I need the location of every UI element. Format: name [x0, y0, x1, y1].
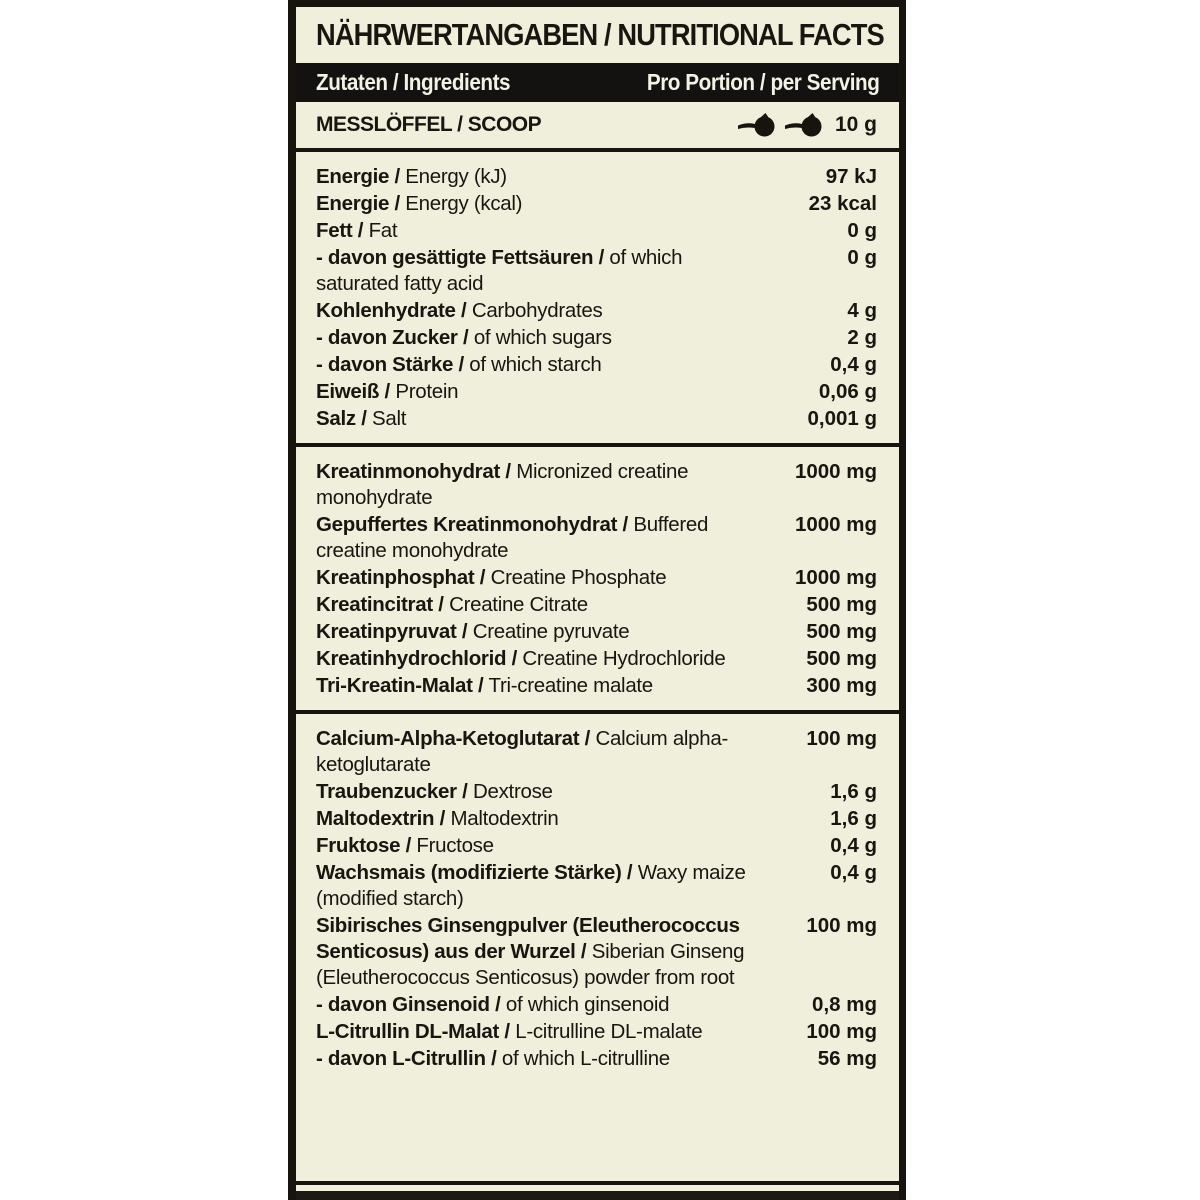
nutrition-row: [296, 913, 899, 991]
row-name-en: of which L-citrulline: [501, 1047, 670, 1070]
row-name-de: Eiweiß /: [316, 380, 390, 403]
row-value: 100 mg: [806, 1020, 877, 1043]
column-header-ingredients: Zutaten / Ingredients: [316, 69, 511, 95]
row-value: 100 mg: [806, 914, 877, 937]
row-name-de: Energie /: [316, 192, 400, 215]
row-value: 1,6 g: [830, 780, 877, 803]
row-name-de: L-Citrullin DL-Malat /: [316, 1020, 510, 1043]
nutrition-row: [296, 352, 899, 378]
row-name-de: - davon gesättigte Fettsäuren /: [316, 246, 605, 269]
label-bottom: [296, 1181, 899, 1200]
scoop-row: [296, 102, 899, 148]
page-title: NÄHRWERTANGABEN / NUTRITIONAL FACTS: [316, 17, 884, 52]
nutrition-row: [296, 379, 899, 405]
row-name-en: Creatine Citrate: [449, 593, 588, 616]
row-value: 500 mg: [806, 620, 877, 643]
row-name-en: L-citrulline DL-malate: [515, 1020, 703, 1043]
row-name-de: Tri-Kreatin-Malat /: [316, 674, 484, 697]
nutrition-row: [296, 512, 899, 564]
nutrition-row: [296, 726, 899, 778]
row-value: 1000 mg: [794, 513, 877, 536]
nutrition-row: [296, 860, 899, 912]
scoop-weight: 10 g: [834, 113, 877, 136]
section-creatines: [296, 447, 899, 710]
row-name-de: Energie /: [316, 165, 400, 188]
row-value: 4 g: [847, 299, 877, 322]
row-name-en: of which sugars: [473, 326, 612, 349]
column-header-bar: [296, 63, 899, 102]
row-name-en: Protein: [395, 380, 459, 403]
scoop-icon: [737, 112, 777, 138]
row-value: 100 mg: [806, 727, 877, 750]
row-value: 97 kJ: [825, 165, 877, 188]
row-name-de: Wachsmais (modifizierte Stärke) /: [316, 861, 633, 884]
row-value: 23 kcal: [808, 192, 877, 215]
row-name-en: Creatine Phosphate: [490, 566, 667, 589]
nutrition-row: [296, 646, 899, 672]
row-name-de: Fett /: [316, 219, 364, 242]
row-name-de: Maltodextrin /: [316, 807, 446, 830]
row-name-de: - davon L-Citrullin /: [316, 1047, 497, 1070]
row-name-en: Carbohydrates: [471, 299, 603, 322]
row-value: 0,4 g: [830, 353, 877, 376]
row-name-de: - davon Ginsenoid /: [316, 993, 501, 1016]
nutrition-row: [296, 406, 899, 432]
column-header-per-serving: Pro Portion / per Serving: [646, 69, 879, 95]
row-value: 0,8 mg: [812, 993, 877, 1016]
scoop-icon: [784, 112, 824, 138]
nutrition-label: [288, 0, 906, 1200]
label-title-block: [296, 7, 899, 63]
row-name-en: Creatine Hydrochloride: [522, 647, 726, 670]
row-name-de: - davon Stärke /: [316, 353, 464, 376]
row-name-en: of which starch: [469, 353, 602, 376]
row-value: 1,6 g: [830, 807, 877, 830]
nutrition-row: [296, 833, 899, 859]
row-name-de: Fruktose /: [316, 834, 411, 857]
row-name-en: Fructose: [416, 834, 494, 857]
nutrition-row: [296, 1046, 899, 1072]
scoop-serving: [737, 112, 877, 138]
row-name-de: Kreatinmonohydrat /: [316, 460, 511, 483]
row-value: 500 mg: [806, 647, 877, 670]
row-name-en: Energy (kJ): [405, 165, 507, 188]
row-value: 0 g: [847, 246, 877, 269]
row-name-en: of which ginsenoid: [505, 993, 670, 1016]
row-value: 56 mg: [817, 1047, 877, 1070]
row-name-de: Calcium-Alpha-Ketoglutarat /: [316, 727, 591, 750]
nutrition-row: [296, 619, 899, 645]
section-macros: [296, 152, 899, 443]
nutrition-row: [296, 298, 899, 324]
row-name-en: Buffered creatine monohydrate: [316, 513, 709, 562]
row-value: 1000 mg: [794, 566, 877, 589]
nutrition-row: [296, 592, 899, 618]
row-name-en: Tri-creatine malate: [488, 674, 653, 697]
nutrition-row: [296, 218, 899, 244]
nutrition-row: [296, 992, 899, 1018]
row-value: 0,4 g: [830, 834, 877, 857]
nutrition-row: [296, 673, 899, 699]
row-name-de: Sibirisches Ginsengpulver (Eleutherococcus Senticosus) aus der Wurzel /: [316, 914, 740, 963]
nutrition-row: [296, 245, 899, 297]
row-name-en: Fat: [368, 219, 398, 242]
row-name-en: Calcium alpha-ketoglutarate: [316, 727, 729, 776]
row-name-en: Waxy maize (modified starch): [316, 861, 746, 910]
row-name-de: Gepuffertes Kreatinmonohydrat /: [316, 513, 628, 536]
nutrition-row: [296, 779, 899, 805]
nutrition-row: [296, 565, 899, 591]
row-name-en: Energy (kcal): [405, 192, 523, 215]
row-name-de: Salz /: [316, 407, 367, 430]
nutrition-row: [296, 459, 899, 511]
row-value: 0,001 g: [807, 407, 877, 430]
row-value: 0,06 g: [818, 380, 877, 403]
nutrition-row: [296, 1019, 899, 1045]
scoop-label: MESSLÖFFEL / SCOOP: [316, 113, 542, 136]
nutrition-row: [296, 325, 899, 351]
section-divider: [296, 1181, 899, 1185]
row-name-de: Kreatincitrat /: [316, 593, 444, 616]
row-name-en: of which saturated fatty acid: [316, 246, 683, 295]
label-bottom-bar: [296, 1191, 899, 1200]
nutrition-row: [296, 164, 899, 190]
row-value: 0 g: [847, 219, 877, 242]
row-name-en: Dextrose: [473, 780, 553, 803]
row-value: 500 mg: [806, 593, 877, 616]
row-value: 0,4 g: [830, 861, 877, 884]
row-name-de: Kreatinphosphat /: [316, 566, 486, 589]
row-value: 2 g: [847, 326, 877, 349]
row-name-de: Kreatinhydrochlorid /: [316, 647, 518, 670]
row-name-de: - davon Zucker /: [316, 326, 469, 349]
row-name-en: Creatine pyruvate: [472, 620, 630, 643]
row-name-de: Traubenzucker /: [316, 780, 468, 803]
row-name-en: Micronized creatine monohydrate: [316, 460, 689, 509]
row-name-en: Siberian Ginseng (Eleutherococcus Senticosus) powder from root: [316, 940, 745, 989]
row-name-en: Maltodextrin: [450, 807, 559, 830]
row-name-en: Salt: [372, 407, 407, 430]
row-name-de: Kohlenhydrate /: [316, 299, 467, 322]
row-name-de: Kreatinpyruvat /: [316, 620, 468, 643]
section-other-ingredients: [296, 714, 899, 1083]
nutrition-row: [296, 191, 899, 217]
row-value: 300 mg: [806, 674, 877, 697]
nutrition-row: [296, 806, 899, 832]
row-value: 1000 mg: [794, 460, 877, 483]
